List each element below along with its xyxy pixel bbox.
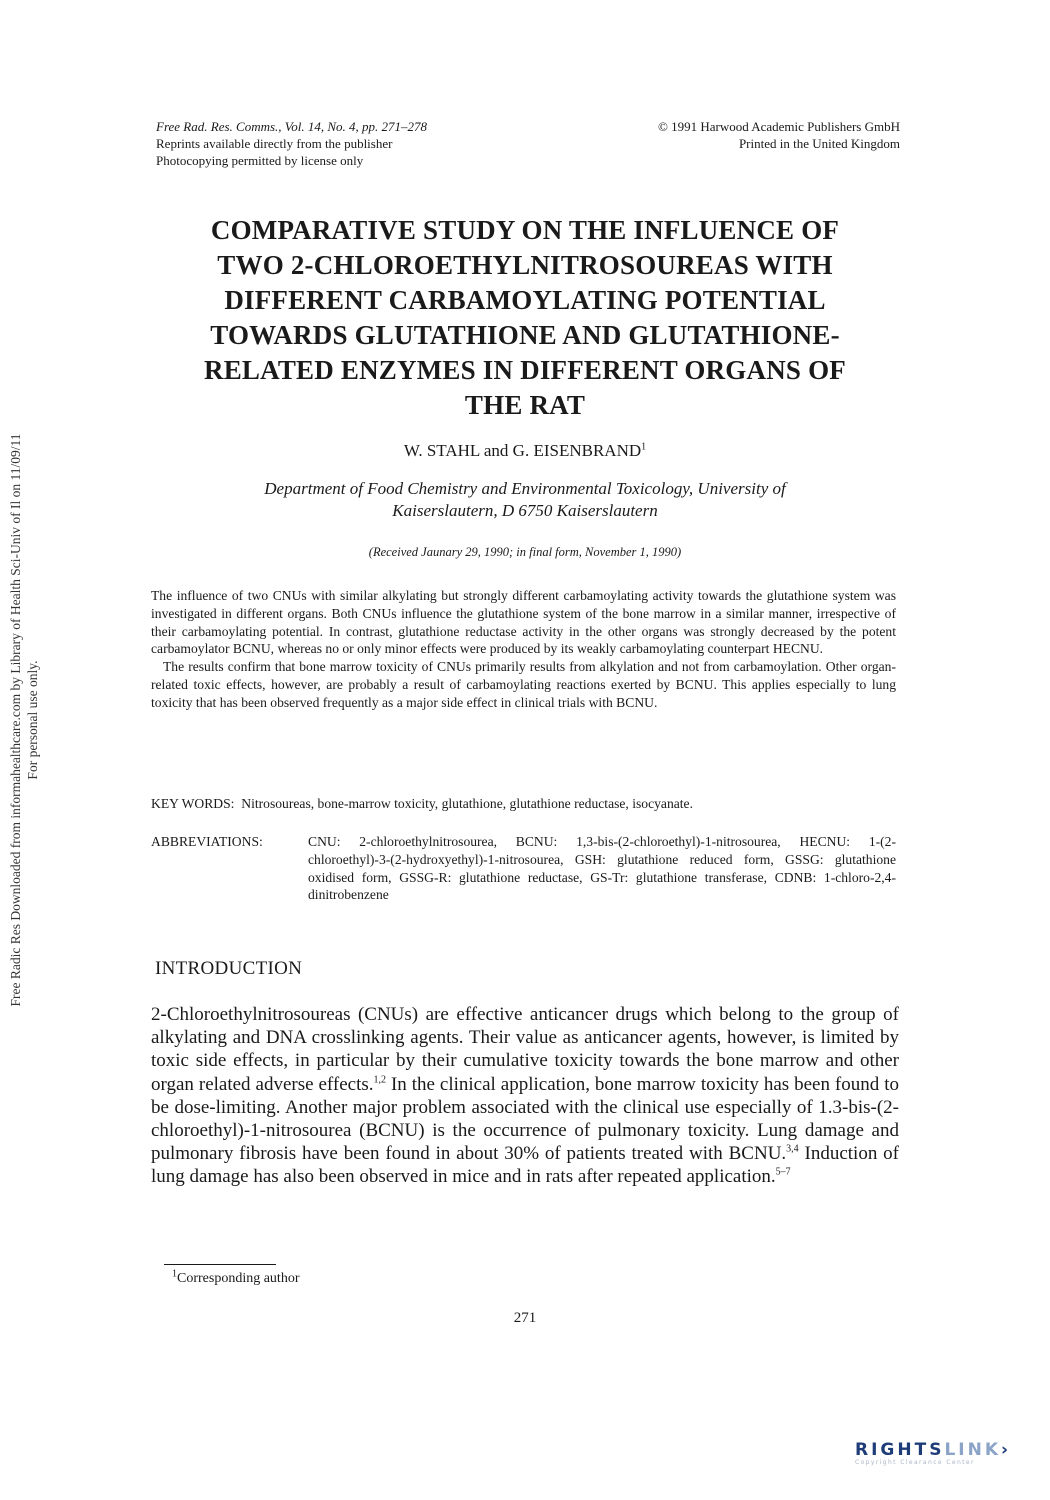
rightslink-wordmark	[855, 1440, 1011, 1460]
footnote-marker: 1	[172, 1268, 177, 1280]
paper-title	[150, 213, 900, 423]
section-heading-introduction: INTRODUCTION	[155, 958, 303, 979]
footnote	[172, 1268, 300, 1287]
page-number: 271	[513, 1310, 537, 1326]
citation-ref: 3,4	[786, 1143, 799, 1155]
intro-text-1: 2-Chloroethylnitrosoureas (CNUs) are effective anticancer drugs which belong to the group of alkylating and DNA crosslinking agents. Their value as anticancer agents, however, is limited by toxic side effects, in particular by their cumulative toxicity towards the bone marrow and other organ related adverse effects.	[151, 1004, 899, 1095]
introduction-paragraph	[151, 1003, 899, 1189]
citation-line-2: Reprints available directly from the publisher	[156, 136, 393, 151]
title-line: COMPARATIVE STUDY ON THE INFLUENCE OF	[210, 215, 840, 245]
copyright-line-1: © 1991 Harwood Academic Publishers GmbH	[657, 119, 900, 134]
intro-text-3: Induction of lung damage has also been observed in mice and in rats after repeated application.	[151, 1143, 899, 1188]
citation-line-3: Photocopying permitted by license only	[156, 153, 364, 168]
received-dates: (Received Jaunary 29, 1990; in final form, November 1, 1990)	[368, 545, 682, 559]
citation-ref: 5–7	[775, 1167, 791, 1179]
title-line: TWO 2-CHLOROETHYLNITROSOUREAS WITH	[217, 250, 833, 280]
affiliation-line: Department of Food Chemistry and Environmental Toxicology, University of	[264, 479, 786, 498]
abstract	[151, 587, 896, 712]
rightslink-part-2: LINK	[944, 1440, 1001, 1460]
citation-line-1: Free Rad. Res. Comms., Vol. 14, No. 4, pp. 271–278	[156, 119, 428, 134]
rightslink-subtitle: Copyright Clearance Center	[855, 1459, 975, 1466]
affiliation-line: Kaiserslautern, D 6750 Kaiserslautern	[392, 501, 658, 520]
download-watermark-line-2: For personal use only.	[25, 660, 40, 780]
title-line: RELATED ENZYMES IN DIFFERENT ORGANS OF	[204, 355, 846, 385]
title-line: DIFFERENT CARBAMOYLATING POTENTIAL	[224, 285, 826, 315]
download-watermark-line-1: Free Radic Res Downloaded from informahealthcare.com by Library of Health Sci-Univ of Il on 11/09/11	[8, 433, 23, 1007]
keywords-text: Nitrosoureas, bone-marrow toxicity, glutathione, glutathione reductase, isocyanate.	[241, 796, 693, 811]
copyright-line-2: Printed in the United Kingdom	[738, 136, 900, 151]
keywords-label: KEY WORDS:	[151, 796, 235, 811]
authors	[150, 441, 900, 461]
chevron-right-icon: ›	[1001, 1440, 1012, 1460]
author-footnote-marker: 1	[641, 441, 647, 453]
title-line: TOWARDS GLUTATHIONE AND GLUTATHIONE-	[210, 320, 840, 350]
affiliation	[150, 478, 900, 522]
abbreviations-text: CNU: 2-chloroethylnitrosourea, BCNU: 1,3-bis-(2-chloroethyl)-1-nitrosourea, HECNU: 1-(2-chloroethyl)-3-(2-hydroxyethyl)-1-nitrosourea, GSH: glutathione reduced form, GSSG: glutathione oxidised form, GSSG-R: glutathione reductase, GS-Tr: glutathione transferase, CDNB: 1-chloro-2,4-dinitrobenzene	[308, 834, 896, 903]
abstract-paragraph: The results confirm that bone marrow toxicity of CNUs primarily results from alkylation and not from carbamoylation. Other organ-related toxic effects, however, are probably a result of carbamoylating reactions exerted by BCNU. This applies especially to lung toxicity that has been observed frequently as a major side effect in clinical trials with BCNU.	[151, 659, 896, 710]
copyright-notice	[560, 118, 900, 152]
keywords	[151, 795, 896, 813]
abstract-paragraph: The influence of two CNUs with similar alkylating but strongly different carbamoylating activity towards the glutathione system was investigated in different organs. Both CNUs influence the glutathione system of the bone marrow in a similar manner, irrespective of their carbamoylating potential. In contrast, glutathione reductase activity in the other organs was strongly decreased by the potent carbamoylator BCNU, whereas no or only minor effects were produced by its weakly carbamoylating counterpart HECNU.	[151, 588, 896, 657]
footnote-text: Corresponding author	[177, 1271, 300, 1286]
download-watermark-text	[7, 434, 41, 1007]
footnote-divider	[164, 1264, 276, 1265]
rightslink-part-1: RIGHTS	[855, 1440, 945, 1460]
download-watermark-sidebar	[0, 360, 48, 1080]
author-names: W. STAHL and G. EISENBRAND	[403, 441, 642, 460]
intro-text-2: In the clinical application, bone marrow toxicity has been found to be dose-limiting. Another major problem associated with the clinical use especially of 1.3-bis-(2-chloroethyl)-1-nitrosourea (BCNU) is the occurrence of pulmonary toxicity. Lung damage and pulmonary fibrosis have been found in about 30% of patients treated with BCNU.	[151, 1073, 899, 1165]
citation-ref: 1,2	[373, 1074, 387, 1086]
title-line: THE RAT	[464, 390, 586, 420]
journal-citation	[156, 118, 427, 169]
abbreviations-label: ABBREVIATIONS:	[151, 834, 263, 849]
abbreviations	[151, 833, 896, 904]
rightslink-logo	[855, 1440, 1011, 1466]
